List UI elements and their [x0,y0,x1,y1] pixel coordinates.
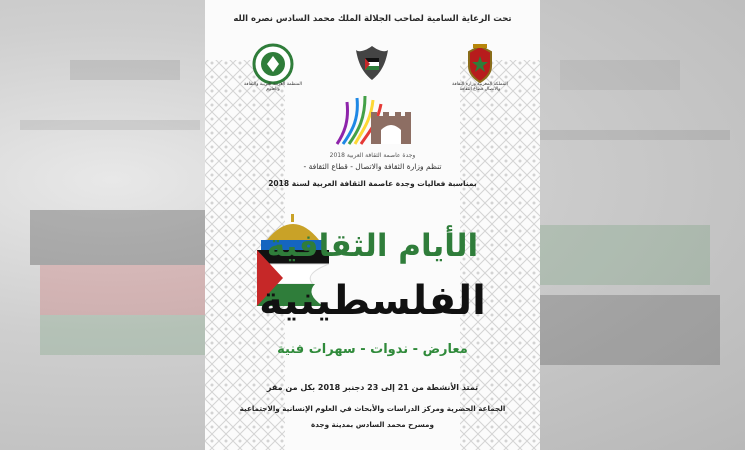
ministry-caption: المملكة المغربية وزارة الثقافة والاتصال قطاع الثقافة [452,82,508,92]
emblem-caption: وجدة عاصمة الثقافة العربية 2018 [329,152,416,159]
palestine-emblem-icon [352,42,392,86]
patronage-text: تحت الرعاية السامية لصاحب الجلالة الملك محمد السادس نصره الله [233,14,512,24]
poster [205,0,540,450]
blurred-background-right [540,0,745,450]
organizer-text: تنظم وزارة الثقافة والاتصال - قطاع الثقافة - [303,162,442,171]
venue-line-1: الجماعة الحضرية ومركز الدراسات والأبحاث في العلوم الإنسانية والاجتماعية [239,404,506,413]
title-line-2: الفلسطينية [259,278,486,324]
morocco-coat-of-arms-icon [461,42,499,86]
blurred-background-left [0,0,205,450]
dates-text: تمتد الأنشطة من 21 إلى 23 دجنبر 2018 بكل من مقر [266,383,479,392]
subtitle-text: معارض - ندوات - سهرات فنية [277,342,468,357]
title-line-1: الأيام الثقافية [266,228,479,264]
alecso-logo-icon [251,42,295,86]
venue-line-2: ومسرح محمد السادس بمدينة وجدة [311,420,434,429]
alecso-caption: المنظمة العربية للتربية والثقافة والعلوم [244,82,302,92]
occasion-text: بمناسبة فعاليات وجدة عاصمة الثقافة العربية لسنة 2018 [268,179,477,188]
oujda-capital-emblem-icon [323,90,423,152]
